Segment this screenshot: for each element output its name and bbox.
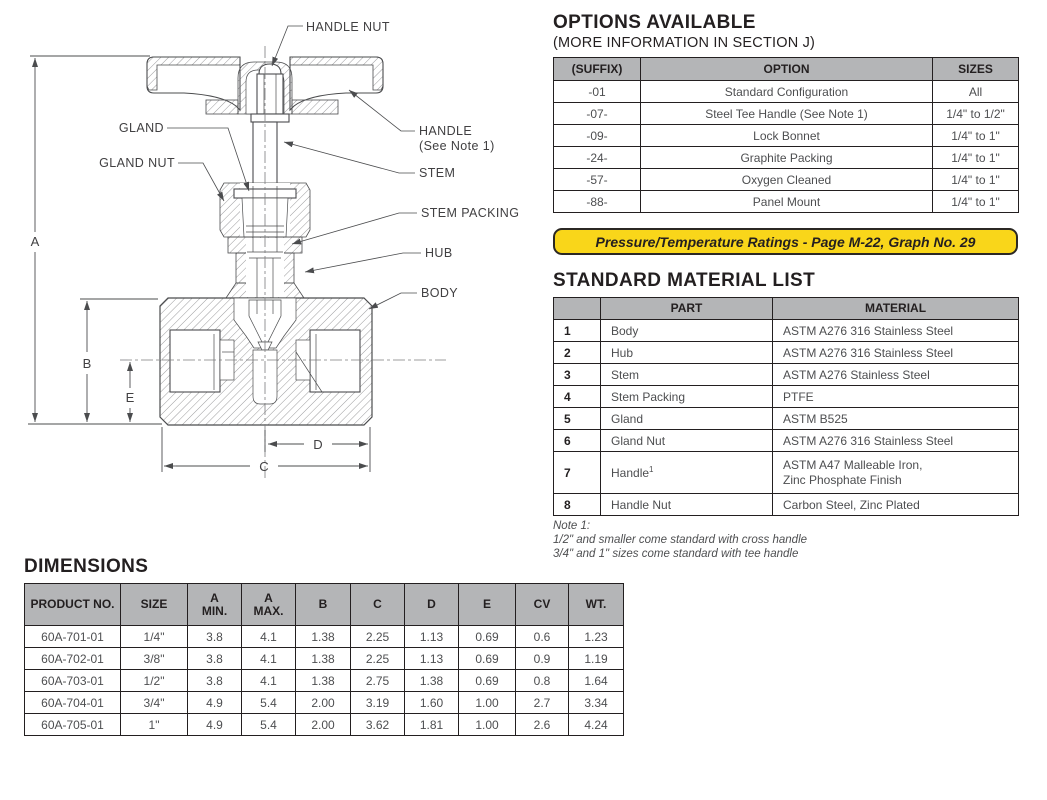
column-header xyxy=(554,298,601,320)
table-cell: 5 xyxy=(554,408,601,430)
column-header: MATERIAL xyxy=(773,298,1019,320)
material-line: ASTM A47 Malleable Iron, xyxy=(783,457,923,472)
table-row xyxy=(554,320,1019,342)
table-cell: 3.8 xyxy=(188,626,242,648)
note-line: 3/4" and 1" sizes come standard with tee handle xyxy=(553,548,799,560)
column-header: OPTION xyxy=(641,58,933,81)
column-header: PART xyxy=(601,298,773,320)
table-cell xyxy=(601,452,773,494)
table-cell: 1" xyxy=(121,714,188,736)
table-cell: 1/4" to 1" xyxy=(933,125,1019,147)
table-cell: 2.75 xyxy=(351,670,405,692)
table-row xyxy=(554,342,1019,364)
table-cell: 4.9 xyxy=(188,714,242,736)
table-cell: 5.4 xyxy=(242,714,296,736)
table-row xyxy=(554,103,1019,125)
table-cell: 60A-701-01 xyxy=(25,626,121,648)
dim-label-c: C xyxy=(259,459,269,474)
table-row xyxy=(554,125,1019,147)
table-cell: Lock Bonnet xyxy=(641,125,933,147)
material-line: Zinc Phosphate Finish xyxy=(783,472,902,487)
table-cell: 3/8" xyxy=(121,648,188,670)
table-cell xyxy=(773,452,1019,494)
table-cell: 1.23 xyxy=(569,626,624,648)
table-row xyxy=(554,147,1019,169)
table-cell: 1/4" to 1" xyxy=(933,169,1019,191)
table-cell: ASTM A276 316 Stainless Steel xyxy=(773,430,1019,452)
table-cell: 1 xyxy=(554,320,601,342)
dimensions-title: DIMENSIONS xyxy=(24,556,149,577)
table-cell: 1.38 xyxy=(296,670,351,692)
table-row xyxy=(25,714,624,736)
table-cell: ASTM A276 Stainless Steel xyxy=(773,364,1019,386)
dim-label-b: B xyxy=(82,356,92,371)
label-gland: GLAND xyxy=(118,121,164,135)
table-cell: 7 xyxy=(554,452,601,494)
table-cell: All xyxy=(933,81,1019,103)
table-row xyxy=(25,670,624,692)
table-cell: 3.34 xyxy=(569,692,624,714)
table-cell: Handle Nut xyxy=(601,494,773,516)
table-row xyxy=(25,648,624,670)
table-cell: 1.60 xyxy=(405,692,459,714)
table-header-row xyxy=(554,298,1019,320)
label-handle-note: (See Note 1) xyxy=(419,139,495,153)
column-header: B xyxy=(296,584,351,626)
table-cell: 0.69 xyxy=(459,670,516,692)
table-cell: Stem Packing xyxy=(601,386,773,408)
table-cell: 4.24 xyxy=(569,714,624,736)
table-cell: 1/2" xyxy=(121,670,188,692)
label-stem-packing: STEM PACKING xyxy=(421,206,520,220)
table-cell: 1/4" to 1/2" xyxy=(933,103,1019,125)
column-header: WT. xyxy=(569,584,624,626)
label-hub: HUB xyxy=(425,246,453,260)
table-cell: 1/4" to 1" xyxy=(933,191,1019,213)
table-cell: -07- xyxy=(554,103,641,125)
materials-table xyxy=(553,297,1019,516)
table-row xyxy=(554,494,1019,516)
table-header-row xyxy=(25,584,624,626)
label-gland-nut: GLAND NUT xyxy=(99,156,175,170)
table-cell: ASTM A276 316 Stainless Steel xyxy=(773,342,1019,364)
table-cell: ASTM A276 316 Stainless Steel xyxy=(773,320,1019,342)
table-cell: 8 xyxy=(554,494,601,516)
table-cell: 4.1 xyxy=(242,648,296,670)
table-cell: 1.13 xyxy=(405,648,459,670)
dimension-e xyxy=(126,362,135,422)
table-cell: 4 xyxy=(554,386,601,408)
table-cell: 2.00 xyxy=(296,692,351,714)
table-cell: Panel Mount xyxy=(641,191,933,213)
table-cell: 5.4 xyxy=(242,692,296,714)
table-cell: 1.00 xyxy=(459,714,516,736)
table-row xyxy=(554,191,1019,213)
column-header: C xyxy=(351,584,405,626)
table-cell: 2.7 xyxy=(516,692,569,714)
table-cell: -24- xyxy=(554,147,641,169)
table-cell: Hub xyxy=(601,342,773,364)
table-cell: 2.00 xyxy=(296,714,351,736)
table-row xyxy=(554,430,1019,452)
column-header: SIZE xyxy=(121,584,188,626)
table-cell: 0.8 xyxy=(516,670,569,692)
options-title: OPTIONS AVAILABLE xyxy=(553,12,756,33)
table-cell: 60A-702-01 xyxy=(25,648,121,670)
table-cell: -88- xyxy=(554,191,641,213)
table-header-row xyxy=(554,58,1019,81)
valve-cross-section-diagram xyxy=(0,0,545,505)
column-header: PRODUCT NO. xyxy=(25,584,121,626)
dimension-d xyxy=(265,427,370,472)
table-cell: -01 xyxy=(554,81,641,103)
body-drawing xyxy=(160,298,372,425)
table-cell: 3.62 xyxy=(351,714,405,736)
column-header: E xyxy=(459,584,516,626)
table-cell: Steel Tee Handle (See Note 1) xyxy=(641,103,933,125)
column-header: D xyxy=(405,584,459,626)
label-handle-nut: HANDLE NUT xyxy=(306,20,390,34)
table-cell: ASTM B525 xyxy=(773,408,1019,430)
table-cell: 0.9 xyxy=(516,648,569,670)
options-subtitle: (MORE INFORMATION IN SECTION J) xyxy=(553,35,816,51)
column-header: A MIN. xyxy=(188,584,242,626)
table-cell: 3/4" xyxy=(121,692,188,714)
table-cell: 4.9 xyxy=(188,692,242,714)
column-header: SIZES xyxy=(933,58,1019,81)
table-cell: 0.6 xyxy=(516,626,569,648)
table-row xyxy=(554,408,1019,430)
table-row xyxy=(554,386,1019,408)
table-cell: 1.81 xyxy=(405,714,459,736)
table-cell: 60A-703-01 xyxy=(25,670,121,692)
table-cell: -57- xyxy=(554,169,641,191)
pressure-temperature-banner: Pressure/Temperature Ratings - Page M-22, Graph No. 29 xyxy=(553,228,1018,255)
table-cell: Graphite Packing xyxy=(641,147,933,169)
table-cell: 1/4" to 1" xyxy=(933,147,1019,169)
dimension-a xyxy=(28,56,162,424)
dimension-b xyxy=(80,299,158,422)
table-cell: 60A-705-01 xyxy=(25,714,121,736)
table-cell: 1.00 xyxy=(459,692,516,714)
table-cell: 2.25 xyxy=(351,626,405,648)
column-header: A MAX. xyxy=(242,584,296,626)
table-cell: 4.1 xyxy=(242,626,296,648)
label-handle: HANDLE xyxy=(419,124,473,138)
table-cell: 3.19 xyxy=(351,692,405,714)
table-row xyxy=(554,81,1019,103)
options-table xyxy=(553,57,1019,213)
table-cell: 3.8 xyxy=(188,648,242,670)
table-cell: Standard Configuration xyxy=(641,81,933,103)
part-name: Handle xyxy=(611,466,650,480)
table-cell: 6 xyxy=(554,430,601,452)
table-cell: Gland xyxy=(601,408,773,430)
dimensions-table xyxy=(24,583,624,736)
table-cell: 0.69 xyxy=(459,648,516,670)
table-cell: 1.64 xyxy=(569,670,624,692)
dim-label-e: E xyxy=(125,390,135,405)
materials-title: STANDARD MATERIAL LIST xyxy=(553,270,816,291)
table-cell: 3 xyxy=(554,364,601,386)
table-cell: 0.69 xyxy=(459,626,516,648)
table-cell: -09- xyxy=(554,125,641,147)
table-cell: Body xyxy=(601,320,773,342)
table-row xyxy=(25,692,624,714)
table-cell: Stem xyxy=(601,364,773,386)
table-cell: 2.6 xyxy=(516,714,569,736)
table-cell: 3.8 xyxy=(188,670,242,692)
table-cell: 1.13 xyxy=(405,626,459,648)
label-stem: STEM xyxy=(419,166,456,180)
table-row xyxy=(554,364,1019,386)
table-cell: Carbon Steel, Zinc Plated xyxy=(773,494,1019,516)
table-cell: Oxygen Cleaned xyxy=(641,169,933,191)
table-cell: 1.38 xyxy=(296,626,351,648)
part-footnote-marker: 1 xyxy=(649,465,654,474)
column-header: (SUFFIX) xyxy=(554,58,641,81)
label-body: BODY xyxy=(421,286,459,300)
dim-label-a: A xyxy=(30,234,40,249)
table-row xyxy=(554,452,1019,494)
table-cell: 1.19 xyxy=(569,648,624,670)
table-cell: 1.38 xyxy=(405,670,459,692)
table-cell: PTFE xyxy=(773,386,1019,408)
table-row xyxy=(25,626,624,648)
table-cell: 4.1 xyxy=(242,670,296,692)
table-cell: 2 xyxy=(554,342,601,364)
table-cell: 1/4" xyxy=(121,626,188,648)
material-notes xyxy=(553,519,807,561)
table-cell: 60A-704-01 xyxy=(25,692,121,714)
table-cell: Gland Nut xyxy=(601,430,773,452)
column-header: CV xyxy=(516,584,569,626)
table-row xyxy=(554,169,1019,191)
dim-label-d: D xyxy=(313,437,323,452)
note-line: Note 1: xyxy=(553,520,591,532)
table-cell: 1.38 xyxy=(296,648,351,670)
table-cell: 2.25 xyxy=(351,648,405,670)
note-line: 1/2" and smaller come standard with cross handle xyxy=(553,534,808,546)
